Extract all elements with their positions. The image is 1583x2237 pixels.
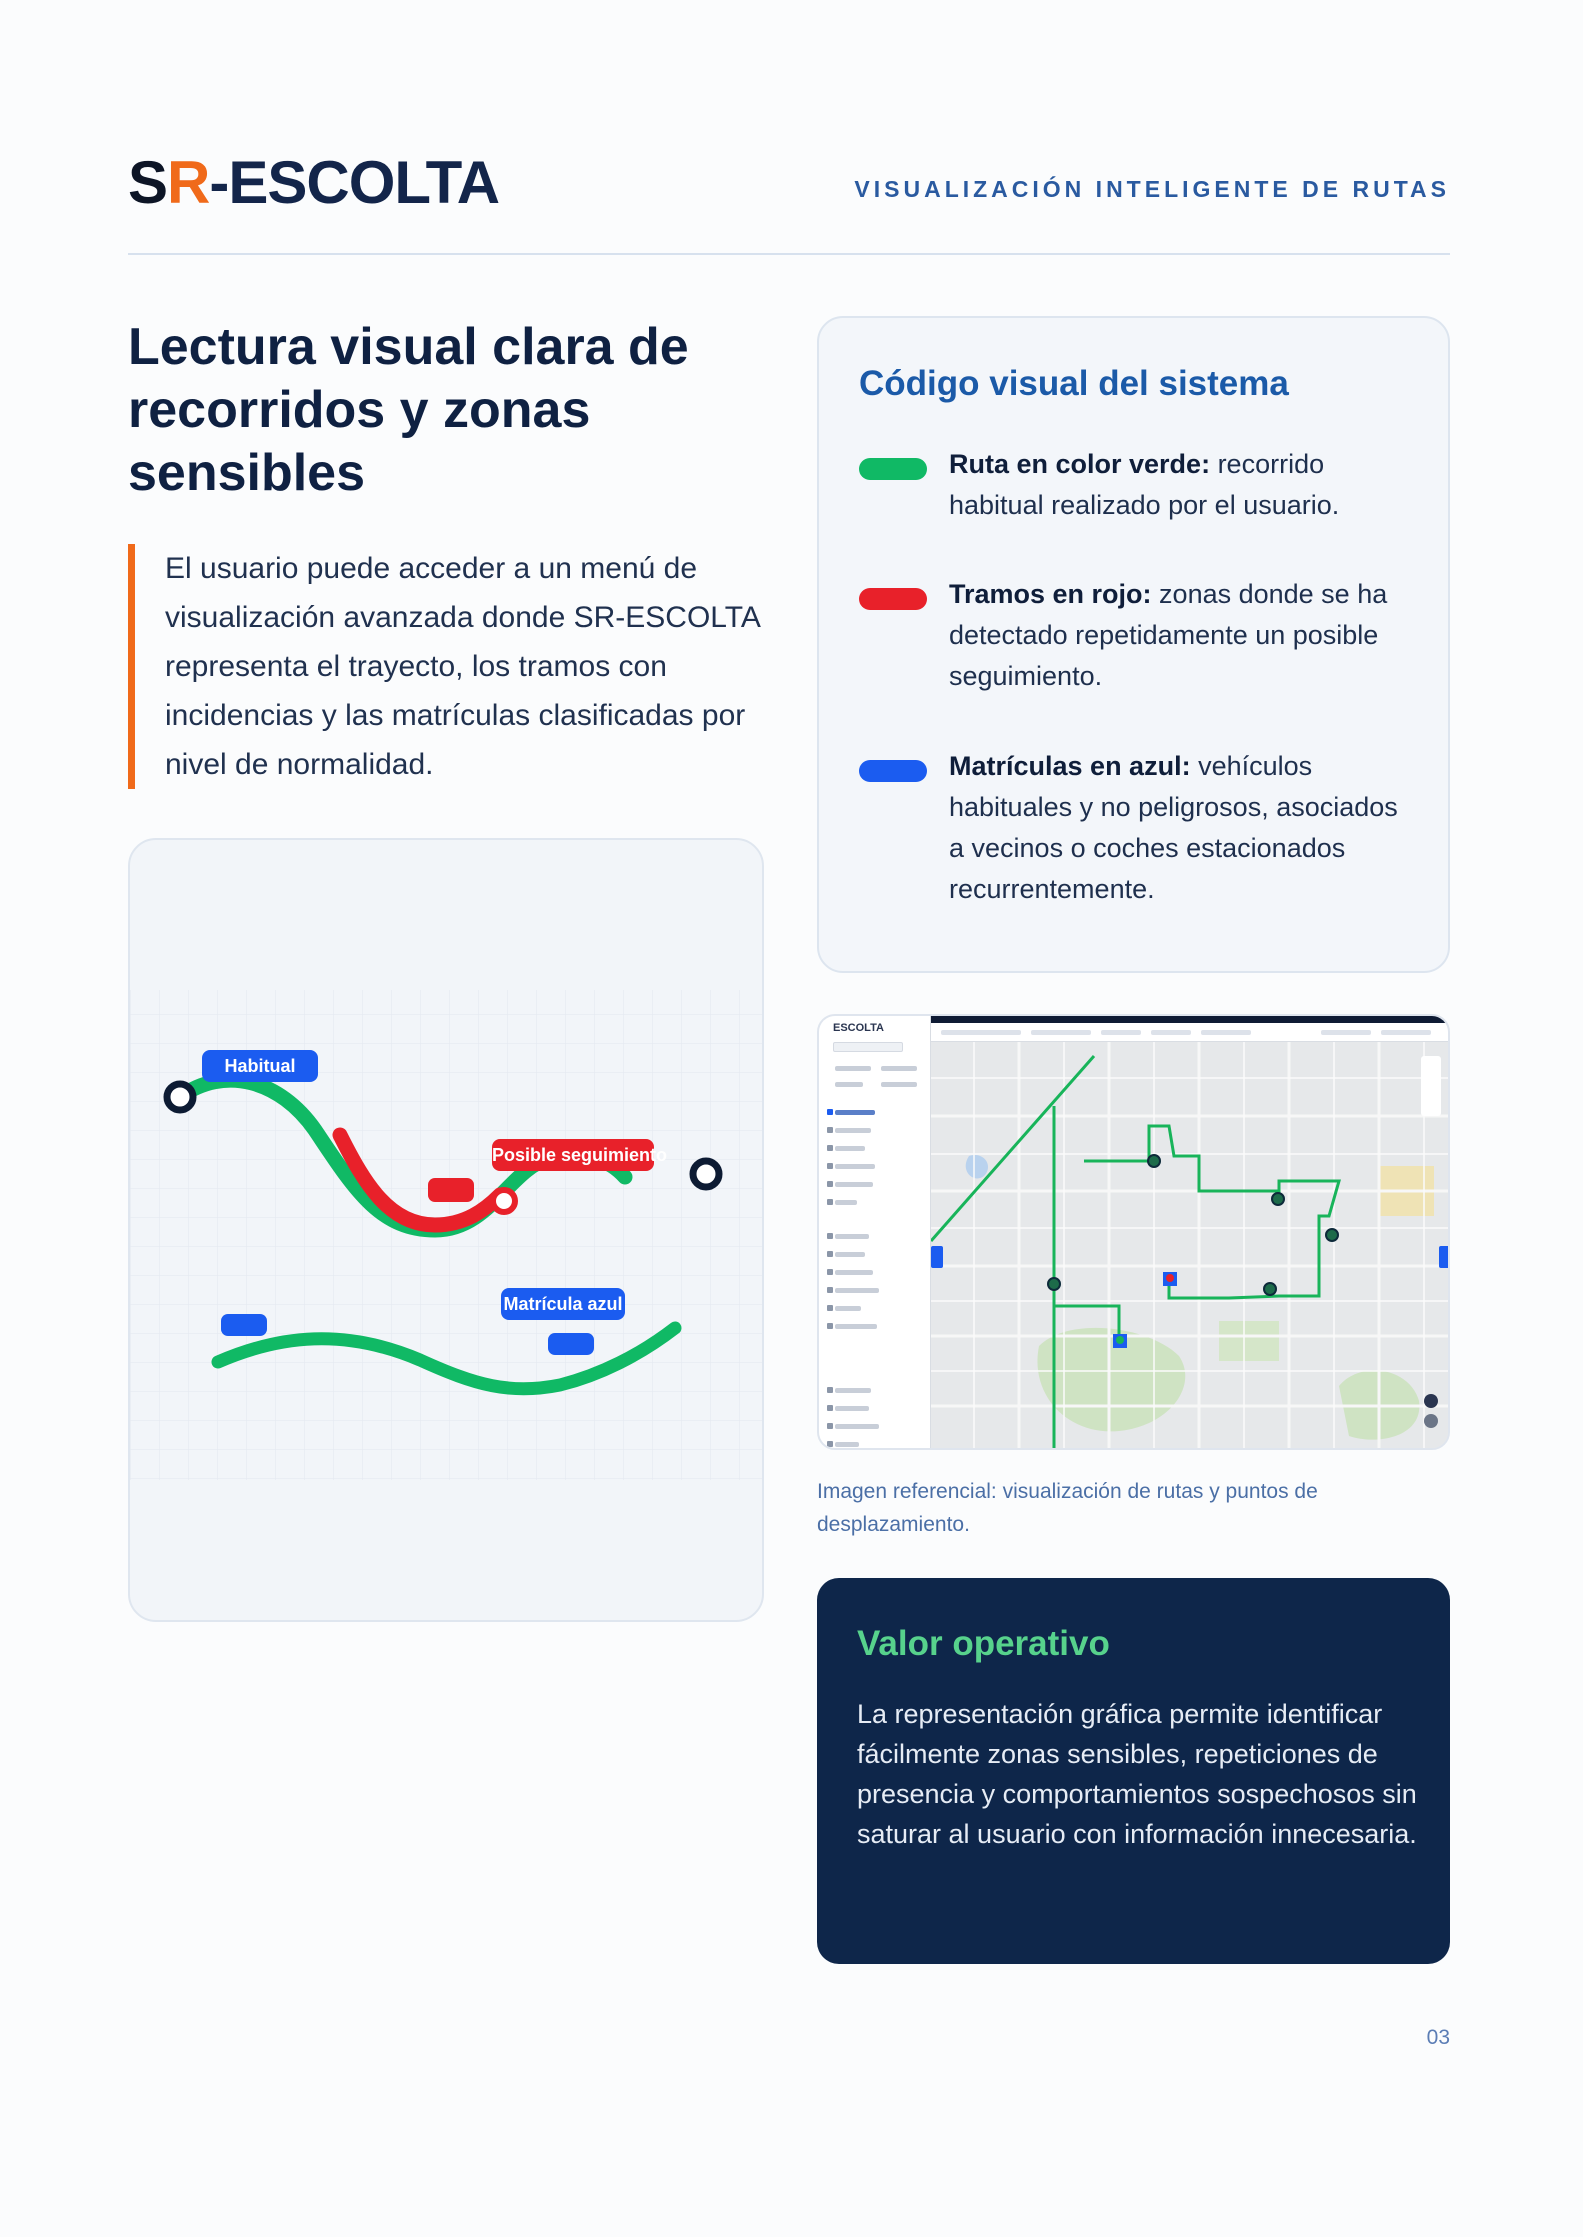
- suspicious-point-node: [493, 1190, 515, 1212]
- legend-bold: Matrículas en azul:: [949, 751, 1191, 781]
- visual-code-card: [817, 316, 1450, 973]
- route-illustration-card: [128, 838, 764, 1622]
- legend-bold: Ruta en color verde:: [949, 449, 1211, 479]
- habitual-label: Habitual: [202, 1050, 318, 1082]
- map-waypoint: [1326, 1229, 1338, 1241]
- logo-rest: -ESCOLTA: [209, 149, 500, 216]
- map-control-icon[interactable]: [1424, 1394, 1438, 1408]
- legend-item-red: [859, 574, 1419, 704]
- map-brand: ESCOLTA: [833, 1022, 884, 1034]
- collapse-toggle[interactable]: [931, 1246, 943, 1268]
- green-swatch: [859, 458, 927, 480]
- legend-text: [949, 444, 1419, 526]
- legend-desc: vehículos habituales y no peligrosos, asociados a vecinos o coches estacionados recurrentemente.: [949, 751, 1398, 904]
- matricula-azul-label: Matrícula azul: [501, 1288, 625, 1320]
- legend-bold: Tramos en rojo:: [949, 579, 1152, 609]
- header-divider: [128, 253, 1450, 255]
- red-swatch: [859, 588, 927, 610]
- map-toolbar: [931, 1016, 1448, 1042]
- logo-letter-s: S: [128, 149, 168, 216]
- posible-seguimiento-label: Posible seguimiento: [492, 1139, 654, 1171]
- route-start-node: [167, 1084, 193, 1110]
- blue-plate-chip: [221, 1314, 267, 1336]
- value-text: La representación gráfica permite identificar fácilmente zonas sensibles, repeticiones de presencia y comportamientos sospechosos sin saturar al usuario con información innecesaria.: [857, 1699, 1417, 1849]
- legend-desc: recorrido habitual realizado por el usuario.: [949, 449, 1340, 520]
- legend-text: [949, 746, 1419, 910]
- operational-value-card: [817, 1578, 1450, 1964]
- header-tagline: VISUALIZACIÓN INTELIGENTE DE RUTAS: [854, 176, 1450, 202]
- value-title: Valor operativo: [857, 1624, 1110, 1663]
- zoom-controls[interactable]: [1421, 1056, 1441, 1116]
- map-sidebar: [819, 1016, 931, 1448]
- page-title: Lectura visual clara de recorridos y zonas sensibles: [128, 318, 689, 502]
- legend-item-blue: [859, 746, 1419, 916]
- page-number: 03: [1426, 2026, 1450, 2049]
- legend-desc: zonas donde se ha detectado repetidamente un posible seguimiento.: [949, 579, 1388, 691]
- map-caption: Imagen referencial: visualización de rutas y puntos de desplazamiento.: [817, 1480, 1318, 1536]
- map-waypoint: [1048, 1278, 1060, 1290]
- park-area: [1219, 1321, 1279, 1361]
- intro-paragraph: El usuario puede acceder a un menú de visualización avanzada donde SR-ESCOLTA representa el trayecto, los tramos con incidencias y las matrículas clasificadas por nivel de normalidad.: [128, 544, 768, 789]
- blue-plate-chip: [548, 1333, 594, 1355]
- map-waypoint: [1148, 1155, 1160, 1167]
- legend-title: Código visual del sistema: [859, 364, 1289, 403]
- red-plate-chip: [428, 1178, 474, 1202]
- map-search-input[interactable]: [833, 1042, 903, 1052]
- map-waypoint: [1272, 1193, 1284, 1205]
- expand-toggle[interactable]: [1439, 1246, 1450, 1268]
- route-map-screenshot: [817, 1014, 1450, 1450]
- legend-item-green: [859, 444, 1419, 534]
- logo-letter-r: R: [167, 149, 210, 216]
- route-end-node: [693, 1161, 719, 1187]
- brand-logo: [128, 148, 499, 218]
- map-control-icon[interactable]: [1424, 1414, 1438, 1428]
- route-illustration: [130, 840, 764, 1622]
- map-waypoint: [1264, 1283, 1276, 1295]
- legend-text: [949, 574, 1419, 697]
- blue-swatch: [859, 760, 927, 782]
